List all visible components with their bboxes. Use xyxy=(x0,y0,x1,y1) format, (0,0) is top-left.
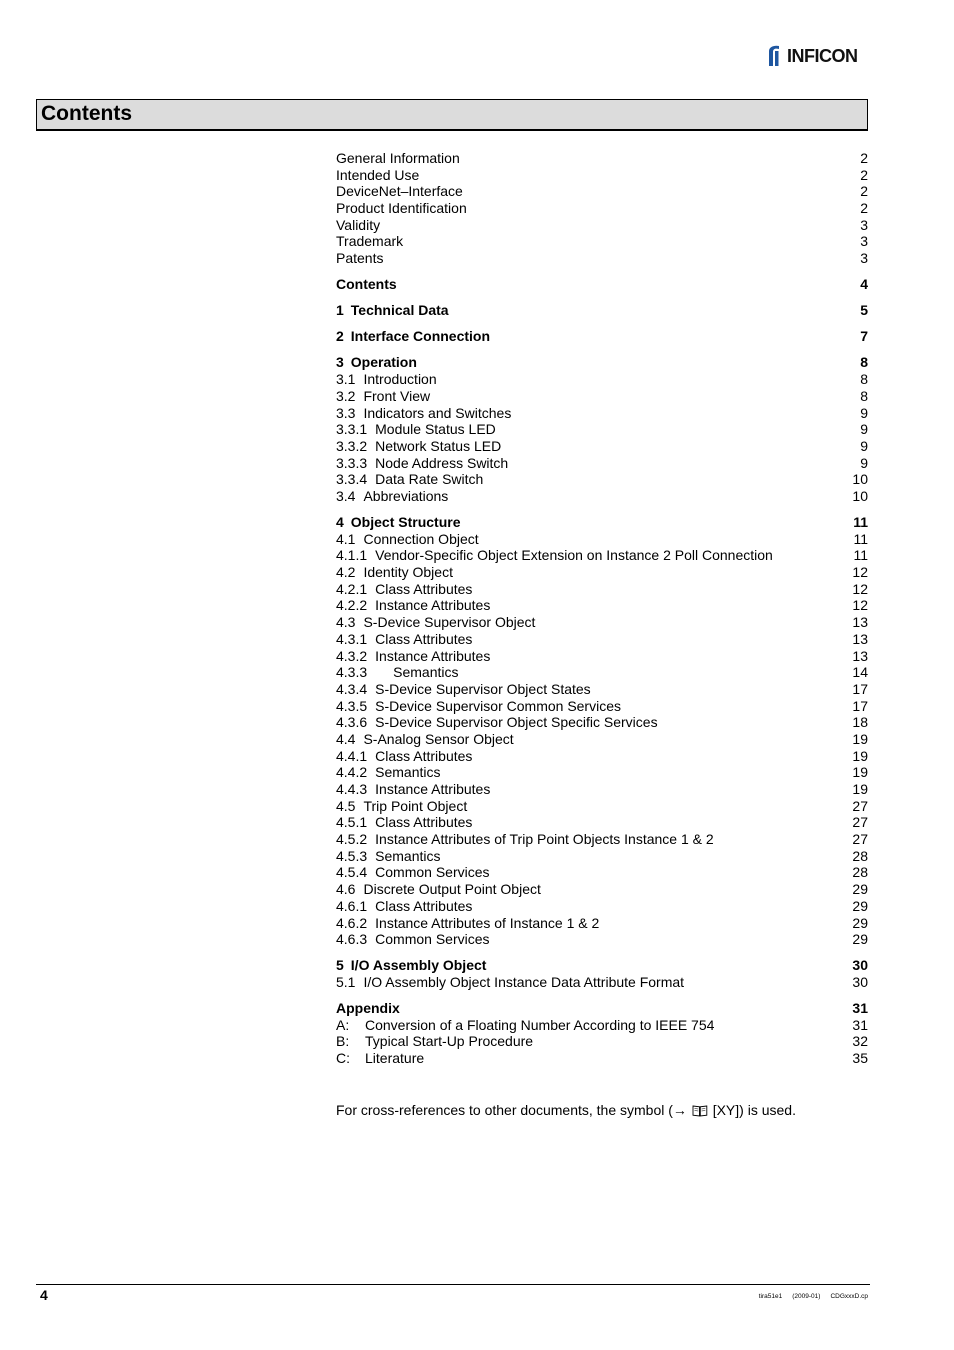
toc-entry[interactable] xyxy=(336,1050,868,1067)
toc-entry-page: 17 xyxy=(852,697,868,714)
toc-entry-number: 4.2 xyxy=(336,564,356,581)
toc-entry-label xyxy=(336,531,479,548)
toc-entry-number: B: xyxy=(336,1033,350,1050)
table-of-contents xyxy=(336,150,868,1076)
toc-entry-page: 10 xyxy=(852,471,868,488)
toc-entry-title: Class Attributes xyxy=(375,630,473,647)
toc-entry-page: 2 xyxy=(860,183,868,200)
toc-entry-title: Class Attributes xyxy=(375,897,473,914)
toc-entry-number: 4.3.3 xyxy=(336,664,368,681)
toc-entry-page: 12 xyxy=(852,564,868,581)
toc-entry-title: S-Device Supervisor Common Services xyxy=(375,697,621,714)
toc-entry-page: 10 xyxy=(852,487,868,504)
toc-entry-title: Node Address Switch xyxy=(375,454,509,471)
toc-entry-page: 8 xyxy=(860,387,868,404)
toc-entry-number: 3.3.2 xyxy=(336,437,368,454)
toc-entry-label xyxy=(336,233,403,250)
toc-entry-page: 19 xyxy=(852,747,868,764)
toc-entry-label xyxy=(336,276,397,293)
toc-entry-label xyxy=(336,731,514,748)
toc-entry-page: 29 xyxy=(852,897,868,914)
toc-entry-title: Instance Attributes xyxy=(375,597,491,614)
toc-entry-number: 4.2.2 xyxy=(336,597,368,614)
toc-entry-page: 8 xyxy=(860,354,868,371)
toc-entry-label xyxy=(336,781,490,798)
toc-entry-number: 4.5.2 xyxy=(336,831,368,848)
toc-entry-label xyxy=(336,514,461,531)
toc-entry-title: Trademark xyxy=(336,233,404,250)
toc-entry-title: Contents xyxy=(336,276,397,293)
toc-entry[interactable] xyxy=(336,581,868,598)
toc-entry-title: Instance Attributes of Instance 1 & 2 xyxy=(375,914,600,931)
toc-entry[interactable] xyxy=(336,233,868,250)
toc-entry-label xyxy=(336,547,773,564)
toc-entry-title: I/O Assembly Object Instance Data Attribute Format xyxy=(363,973,685,990)
toc-entry-label xyxy=(336,648,490,665)
toc-entry-label xyxy=(336,831,714,848)
toc-entry-label xyxy=(336,597,490,614)
toc-entry-label xyxy=(336,714,658,731)
toc-entry-page: 19 xyxy=(852,781,868,798)
toc-entry-page: 3 xyxy=(860,233,868,250)
toc-entry-label xyxy=(336,471,483,488)
toc-entry-label xyxy=(336,915,599,932)
toc-entry[interactable] xyxy=(336,250,868,267)
toc-entry-number: 4.1.1 xyxy=(336,547,368,564)
toc-entry-label xyxy=(336,388,430,405)
toc-entry[interactable] xyxy=(336,514,868,531)
toc-entry-label xyxy=(336,371,437,388)
toc-entry-page: 29 xyxy=(852,881,868,898)
footer-page-number: 4 xyxy=(40,1287,48,1303)
toc-entry[interactable] xyxy=(336,957,868,974)
toc-entry-label xyxy=(336,455,508,472)
toc-entry-title: Instance Attributes of Trip Point Objects Instance 1 & 2 xyxy=(375,831,714,848)
toc-entry-title: Network Status LED xyxy=(375,437,502,454)
toc-entry-title: Appendix xyxy=(336,1000,400,1017)
toc-entry-page: 32 xyxy=(852,1033,868,1050)
toc-entry[interactable] xyxy=(336,328,868,345)
toc-entry-page: 30 xyxy=(852,973,868,990)
toc-entry-title: Front View xyxy=(363,387,431,404)
toc-entry-number: 4.6.2 xyxy=(336,914,368,931)
toc-entry-label xyxy=(336,438,501,455)
toc-entry-label xyxy=(336,150,460,167)
footer-date: (2009-01) xyxy=(792,1293,821,1300)
toc-entry[interactable] xyxy=(336,455,868,472)
toc-entry-number: 4.6.1 xyxy=(336,897,368,914)
toc-entry[interactable] xyxy=(336,748,868,765)
toc-entry-title: Typical Start-Up Procedure xyxy=(365,1033,534,1050)
cross-reference-note xyxy=(336,1102,796,1118)
toc-entry[interactable] xyxy=(336,848,868,865)
section-header-bar xyxy=(36,99,868,131)
toc-entry-label xyxy=(336,421,496,438)
toc-entry-page: 12 xyxy=(852,580,868,597)
toc-entry-title: Data Rate Switch xyxy=(375,471,484,488)
toc-entry-number: 4.3.1 xyxy=(336,630,368,647)
toc-entry[interactable] xyxy=(336,631,868,648)
toc-entry-title: S-Device Supervisor Object States xyxy=(375,680,591,697)
toc-entry[interactable] xyxy=(336,354,868,371)
toc-entry-number: 4.3.6 xyxy=(336,714,368,731)
toc-entry-title: Semantics xyxy=(393,664,459,681)
toc-entry[interactable] xyxy=(336,150,868,167)
toc-entry-label xyxy=(336,1050,424,1067)
toc-entry-label xyxy=(336,614,535,631)
toc-entry-number: 5 xyxy=(336,957,344,974)
toc-entry-page: 5 xyxy=(860,302,868,319)
toc-entry-number: 3.1 xyxy=(336,371,356,388)
toc-entry-number: 4.5 xyxy=(336,797,356,814)
toc-entry-title: Literature xyxy=(365,1050,425,1067)
toc-entry[interactable] xyxy=(336,974,868,991)
toc-entry-label xyxy=(336,405,511,422)
toc-entry[interactable] xyxy=(336,438,868,455)
toc-entry-title: DeviceNet–Interface xyxy=(336,183,463,200)
toc-entry-title: Validity xyxy=(336,216,381,233)
inficon-logo-mark-icon xyxy=(766,45,784,67)
toc-entry-page: 35 xyxy=(852,1050,868,1067)
toc-entry-title: Class Attributes xyxy=(375,580,473,597)
toc-entry-label xyxy=(336,974,684,991)
toc-entry-number: A: xyxy=(336,1016,350,1033)
toc-entry-number: 4.6.3 xyxy=(336,931,368,948)
toc-entry-number: 5.1 xyxy=(336,973,356,990)
toc-entry-title: Object Structure xyxy=(350,514,461,531)
toc-entry-title: Discrete Output Point Object xyxy=(363,881,541,898)
toc-entry-title: Introduction xyxy=(363,371,437,388)
toc-entry-title: S-Device Supervisor Object xyxy=(363,614,536,631)
toc-entry[interactable] xyxy=(336,648,868,665)
toc-entry-page: 7 xyxy=(860,328,868,345)
toc-group xyxy=(336,354,868,504)
toc-group xyxy=(336,1000,868,1067)
toc-entry[interactable] xyxy=(336,881,868,898)
toc-entry-page: 27 xyxy=(852,831,868,848)
toc-entry-page: 3 xyxy=(860,250,868,267)
toc-entry-title: Trip Point Object xyxy=(363,797,468,814)
logo-text: INFICON xyxy=(787,45,858,66)
toc-entry[interactable] xyxy=(336,664,868,681)
toc-entry-number: 3.3.3 xyxy=(336,454,368,471)
toc-entry-page: 11 xyxy=(853,547,868,564)
toc-entry-label xyxy=(336,681,591,698)
toc-entry-title: Class Attributes xyxy=(375,747,473,764)
toc-entry-page: 19 xyxy=(852,764,868,781)
toc-entry-label xyxy=(336,564,453,581)
inficon-logo xyxy=(766,44,858,68)
toc-entry-title: Semantics xyxy=(375,764,441,781)
toc-entry[interactable] xyxy=(336,531,868,548)
toc-entry-label xyxy=(336,764,441,781)
toc-entry-title: Intended Use xyxy=(336,166,420,183)
toc-entry[interactable] xyxy=(336,798,868,815)
toc-entry[interactable] xyxy=(336,388,868,405)
toc-entry-number: 4.4.1 xyxy=(336,747,368,764)
toc-entry-page: 9 xyxy=(860,437,868,454)
toc-group xyxy=(336,514,868,948)
toc-entry-page: 29 xyxy=(852,931,868,948)
toc-entry-label xyxy=(336,328,490,345)
toc-entry-page: 13 xyxy=(852,630,868,647)
toc-entry-page: 14 xyxy=(852,664,868,681)
toc-entry-page: 13 xyxy=(852,614,868,631)
toc-entry-number: 3.2 xyxy=(336,387,356,404)
toc-entry-label xyxy=(336,881,541,898)
toc-entry[interactable] xyxy=(336,217,868,234)
toc-entry-page: 9 xyxy=(860,404,868,421)
toc-entry-label xyxy=(336,698,621,715)
toc-entry-title: Module Status LED xyxy=(375,421,496,438)
toc-entry-title: General Information xyxy=(336,150,460,166)
toc-entry-page: 3 xyxy=(860,216,868,233)
toc-entry-number: 4.4.3 xyxy=(336,781,368,798)
toc-entry-label xyxy=(336,631,472,648)
toc-entry-title: Connection Object xyxy=(363,530,479,547)
toc-entry-page: 4 xyxy=(860,276,868,293)
toc-entry-label xyxy=(336,581,472,598)
toc-entry-page: 11 xyxy=(853,514,868,531)
toc-entry-label xyxy=(336,302,449,319)
toc-entry-page: 31 xyxy=(852,1000,868,1017)
toc-entry-title: Semantics xyxy=(375,847,441,864)
toc-entry[interactable] xyxy=(336,276,868,293)
toc-entry-number: 3.4 xyxy=(336,487,356,504)
toc-entry[interactable] xyxy=(336,471,868,488)
note-text-after: [XY]) is used. xyxy=(708,1102,796,1118)
toc-group xyxy=(336,328,868,345)
toc-entry[interactable] xyxy=(336,931,868,948)
toc-entry[interactable] xyxy=(336,814,868,831)
toc-entry-label xyxy=(336,354,417,371)
toc-entry-number: 4.5.3 xyxy=(336,847,368,864)
toc-entry-title: S-Device Supervisor Object Specific Services xyxy=(375,714,658,731)
toc-entry[interactable] xyxy=(336,898,868,915)
toc-entry-number: 4.1 xyxy=(336,530,356,547)
toc-entry-page: 9 xyxy=(860,421,868,438)
toc-entry[interactable] xyxy=(336,681,868,698)
toc-entry-number: C: xyxy=(336,1050,350,1067)
toc-entry-page: 28 xyxy=(852,864,868,881)
toc-entry-page: 8 xyxy=(860,371,868,388)
toc-entry-label xyxy=(336,848,441,865)
toc-entry-page: 18 xyxy=(852,714,868,731)
toc-entry-number: 3.3.4 xyxy=(336,471,368,488)
toc-entry-page: 27 xyxy=(852,814,868,831)
toc-entry[interactable] xyxy=(336,597,868,614)
footer-document-reference xyxy=(749,1293,868,1300)
toc-entry[interactable] xyxy=(336,614,868,631)
toc-entry-number: 4.3.2 xyxy=(336,647,368,664)
toc-entry-page: 28 xyxy=(852,847,868,864)
toc-entry[interactable] xyxy=(336,714,868,731)
toc-entry[interactable] xyxy=(336,547,868,564)
toc-entry-label xyxy=(336,664,459,681)
toc-entry-label xyxy=(336,250,383,267)
toc-entry-label xyxy=(336,931,490,948)
toc-entry[interactable] xyxy=(336,864,868,881)
toc-entry[interactable] xyxy=(336,421,868,438)
toc-entry-number: 4.6 xyxy=(336,881,356,898)
toc-entry[interactable] xyxy=(336,915,868,932)
toc-entry-title: Indicators and Switches xyxy=(363,404,512,421)
book-icon xyxy=(692,1104,708,1117)
toc-entry-title: Abbreviations xyxy=(363,487,449,504)
footer-doc-code: tira51e1 xyxy=(758,1293,783,1300)
toc-entry-number: 3.3.1 xyxy=(336,421,368,438)
toc-entry-label xyxy=(336,1000,400,1017)
toc-entry-title: Operation xyxy=(350,354,417,371)
toc-entry[interactable] xyxy=(336,781,868,798)
toc-entry-page: 19 xyxy=(852,730,868,747)
toc-entry-title: Conversion of a Floating Number According to IEEE 754 xyxy=(365,1016,715,1033)
toc-entry[interactable] xyxy=(336,1000,868,1017)
toc-entry-number: 4.5.1 xyxy=(336,814,368,831)
toc-entry-label xyxy=(336,898,472,915)
toc-entry-title: Common Services xyxy=(375,864,490,881)
footer-divider xyxy=(36,1284,870,1285)
page-title: Contents xyxy=(41,102,132,125)
toc-entry[interactable] xyxy=(336,302,868,319)
toc-entry[interactable] xyxy=(336,564,868,581)
toc-entry-page: 31 xyxy=(852,1016,868,1033)
toc-entry-page: 12 xyxy=(852,597,868,614)
toc-entry-number: 4.4 xyxy=(336,730,356,747)
toc-entry-title: Instance Attributes xyxy=(375,781,491,798)
toc-entry-label xyxy=(336,864,490,881)
toc-entry-title: Identity Object xyxy=(363,564,453,581)
toc-entry-page: 27 xyxy=(852,797,868,814)
toc-entry-label xyxy=(336,748,472,765)
toc-entry-page: 13 xyxy=(852,647,868,664)
toc-entry-title: Vendor-Specific Object Extension on Instance 2 Poll Connection xyxy=(375,547,773,564)
toc-group xyxy=(336,957,868,990)
toc-entry-title: Product Identification xyxy=(336,200,467,217)
toc-entry-label xyxy=(336,1017,714,1034)
toc-entry-number: 4.2.1 xyxy=(336,580,368,597)
toc-entry-number: 2 xyxy=(336,328,344,345)
toc-entry[interactable] xyxy=(336,167,868,184)
toc-entry-label xyxy=(336,183,463,200)
toc-entry-title: S-Analog Sensor Object xyxy=(363,730,514,747)
toc-entry-label xyxy=(336,217,380,234)
toc-entry-label xyxy=(336,488,448,505)
toc-entry-number: 4.5.4 xyxy=(336,864,368,881)
footer-file: CDGxxxD.cp xyxy=(830,1293,868,1300)
toc-entry-page: 2 xyxy=(860,166,868,183)
toc-entry-label xyxy=(336,814,472,831)
toc-entry[interactable] xyxy=(336,698,868,715)
toc-entry-page: 30 xyxy=(852,957,868,974)
toc-entry-label xyxy=(336,167,419,184)
toc-group xyxy=(336,302,868,319)
toc-entry[interactable] xyxy=(336,1017,868,1034)
toc-entry-label xyxy=(336,798,467,815)
toc-entry-title: Instance Attributes xyxy=(375,647,491,664)
toc-entry[interactable] xyxy=(336,731,868,748)
toc-entry-number: 4.4.2 xyxy=(336,764,368,781)
toc-entry[interactable] xyxy=(336,1033,868,1050)
toc-entry-page: 11 xyxy=(853,530,868,547)
toc-entry-number: 3 xyxy=(336,354,344,371)
toc-entry-page: 2 xyxy=(860,150,868,166)
toc-entry-number: 4.3.5 xyxy=(336,697,368,714)
toc-entry-number: 3.3 xyxy=(336,404,356,421)
toc-entry[interactable] xyxy=(336,371,868,388)
toc-entry-number: 1 xyxy=(336,302,344,319)
toc-entry-page: 2 xyxy=(860,200,868,217)
toc-entry[interactable] xyxy=(336,405,868,422)
toc-entry-title: Patents xyxy=(336,250,384,267)
toc-group xyxy=(336,150,868,267)
toc-entry-label xyxy=(336,200,467,217)
toc-entry[interactable] xyxy=(336,764,868,781)
toc-entry-page: 29 xyxy=(852,914,868,931)
toc-entry-number: 4 xyxy=(336,514,344,531)
toc-entry[interactable] xyxy=(336,488,868,505)
toc-entry-title: Interface Connection xyxy=(350,328,491,345)
toc-entry-label xyxy=(336,1033,533,1050)
toc-entry-title: I/O Assembly Object xyxy=(350,957,487,974)
toc-entry-number: 4.3.4 xyxy=(336,680,368,697)
note-text-before: For cross-references to other documents, the symbol (→ xyxy=(336,1102,691,1118)
toc-entry-page: 9 xyxy=(860,454,868,471)
toc-entry-label xyxy=(336,957,486,974)
toc-entry[interactable] xyxy=(336,183,868,200)
toc-entry-number: 4.3 xyxy=(336,614,356,631)
toc-group xyxy=(336,276,868,293)
toc-entry-page: 17 xyxy=(852,680,868,697)
toc-entry-title: Technical Data xyxy=(350,302,449,319)
toc-entry-title: Class Attributes xyxy=(375,814,473,831)
toc-entry-title: Common Services xyxy=(375,931,490,948)
toc-entry[interactable] xyxy=(336,831,868,848)
toc-entry[interactable] xyxy=(336,200,868,217)
